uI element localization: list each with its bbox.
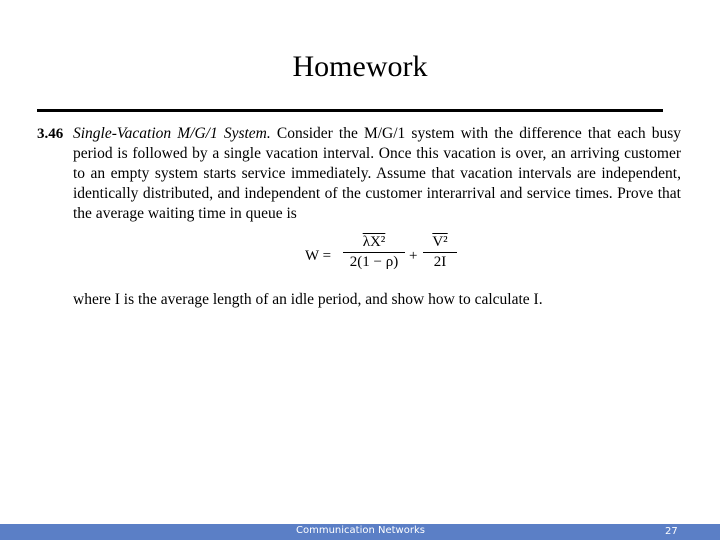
slide-title: Homework [292,50,428,83]
problem-text [73,124,681,224]
equation-lhs: W = [305,248,332,264]
equation-plus: + [409,248,418,264]
problem-closing: where I is the average length of an idle period, and show how to calculate I. [73,291,543,308]
fraction-1-numerator: λX² [362,234,386,250]
fraction-1-bar [343,252,405,253]
footer-text: Communication Networks [296,525,425,536]
waiting-time-equation [305,234,505,280]
fraction-2 [423,234,457,271]
page-number: 27 [665,526,678,537]
problem-body: Consider the M/G/1 system with the difference that each busy period is followed by a single vacation interval. Once this vacation is over, an arriving customer to an empty system starts service immediately. Assume that vacation intervals are independent, identically distributed, and independent of the customer interarrival and service times. Prove that the average waiting time in queue is [73,125,682,222]
footer-bar [0,524,720,540]
problem-heading: Single-Vacation M/G/1 System. [73,125,271,142]
fraction-1-denominator: 2(1 − ρ) [349,254,399,270]
title-divider [37,109,663,112]
problem-number: 3.46 [37,126,64,142]
problem-block [37,120,683,315]
fraction-2-denominator: 2I [433,254,447,270]
fraction-1 [343,234,405,271]
fraction-2-numerator: V² [432,234,448,250]
fraction-2-bar [423,252,457,253]
